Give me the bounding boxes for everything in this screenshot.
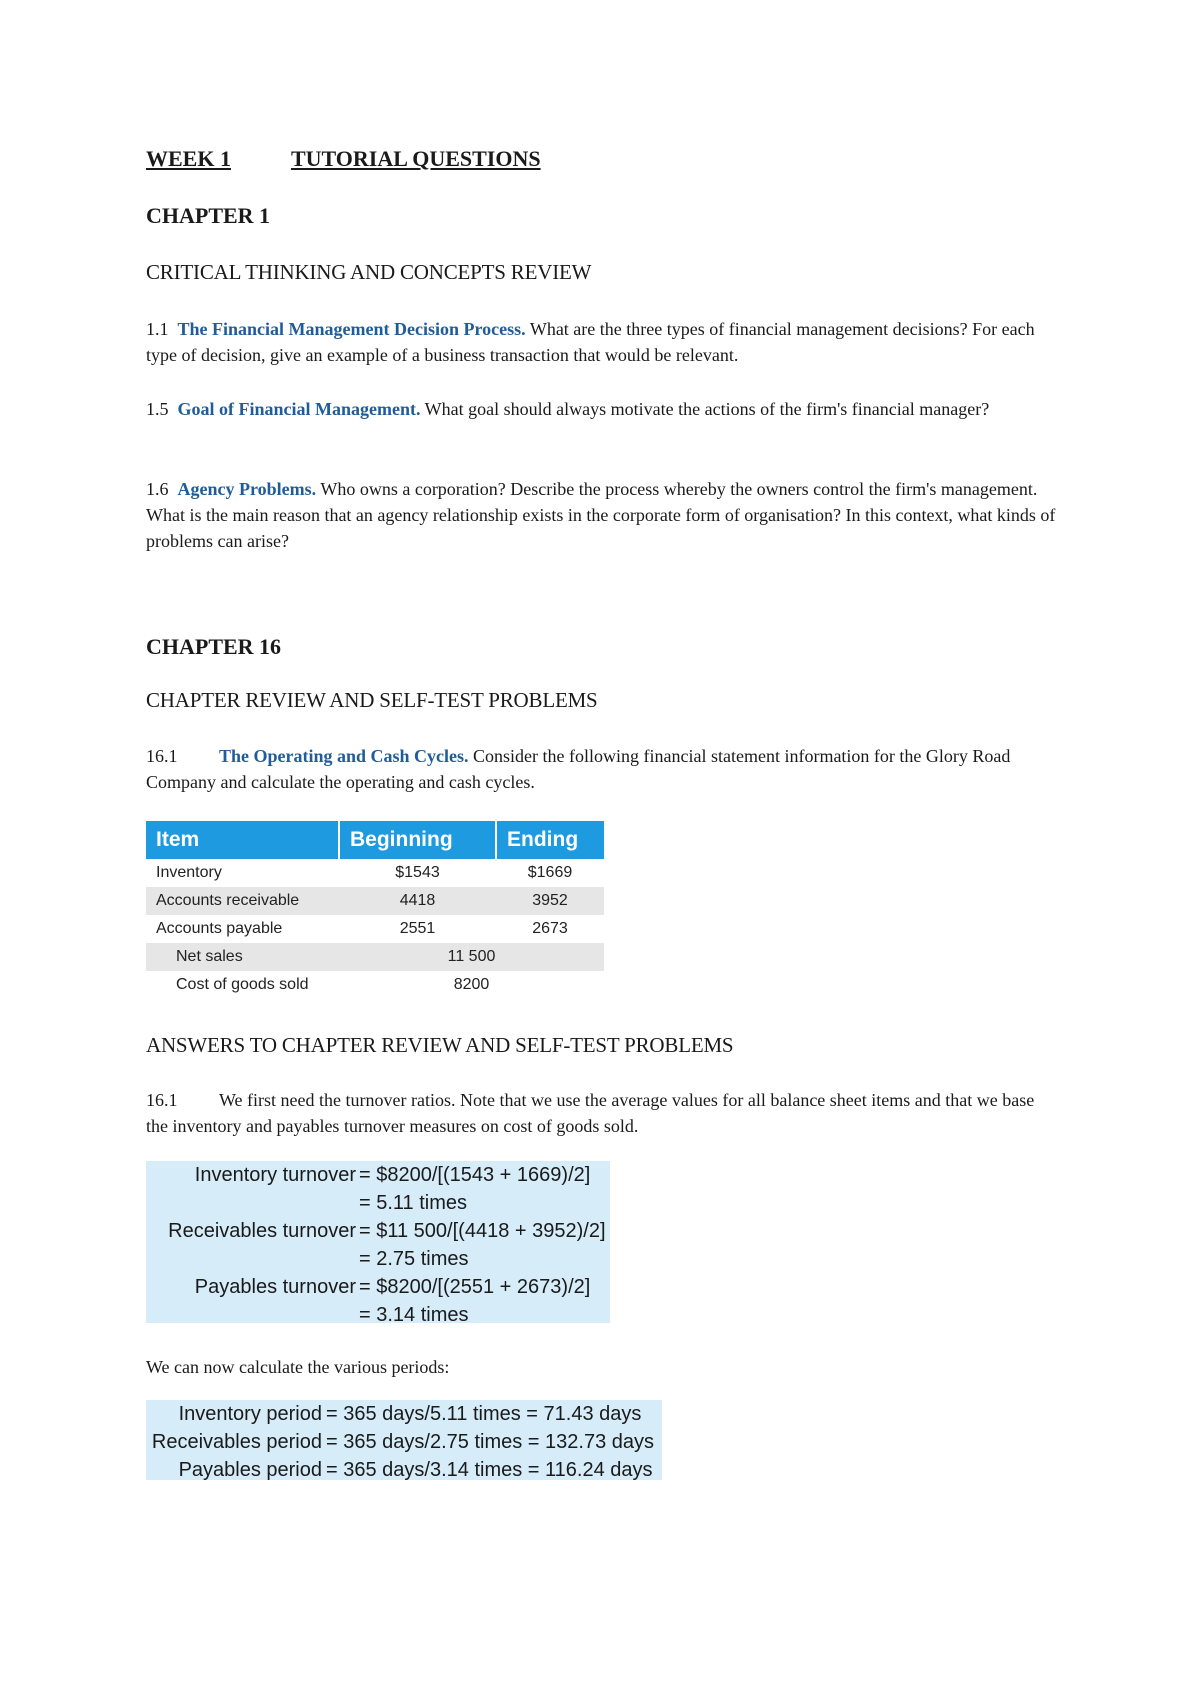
row-beginning: 4418 bbox=[339, 887, 496, 915]
formula-expression: = 365 days/3.14 times = 116.24 days bbox=[326, 1459, 653, 1481]
answers-heading: ANSWERS TO CHAPTER REVIEW AND SELF-TEST PROBLEMS bbox=[146, 1033, 734, 1057]
formula-expression: = $8200/[(2551 + 2673)/2] bbox=[359, 1276, 591, 1298]
question-text: What are the three types of financial management decisions? For each type of decision, give an example of a business transaction that would be relevant. bbox=[146, 319, 1035, 365]
column-header-beginning: Beginning bbox=[339, 821, 496, 859]
question-number: 1.1 bbox=[146, 319, 169, 339]
chapter-16-heading: CHAPTER 16 bbox=[146, 634, 282, 659]
chapter-1-section-heading: CRITICAL THINKING AND CONCEPTS REVIEW bbox=[146, 260, 592, 284]
formula-label: Payables turnover bbox=[194, 1276, 356, 1298]
question-text: Who owns a corporation? Describe the process whereby the owners control the firm's management. What is the main reason that an agency relationship exists in the corporate form of organisation? In this context, what kinds of problems can arise? bbox=[146, 479, 1056, 551]
row-beginning: $1543 bbox=[395, 864, 440, 881]
row-item: Inventory bbox=[156, 864, 222, 881]
formula-label: Payables period bbox=[178, 1459, 322, 1481]
formula-expression: = 2.75 times bbox=[359, 1248, 469, 1270]
tutorial-title: TUTORIAL QUESTIONS bbox=[290, 146, 541, 171]
turnover-formulas-box bbox=[146, 1161, 610, 1326]
question-text: What goal should always motivate the actions of the firm's financial manager? bbox=[424, 399, 990, 419]
question-1-5 bbox=[146, 396, 1056, 422]
formula-label: Inventory turnover bbox=[194, 1164, 356, 1186]
table-row bbox=[146, 915, 604, 943]
formula-expression: = $8200/[(1543 + 1669)/2] bbox=[359, 1164, 591, 1186]
formula-label: Receivables period bbox=[151, 1431, 322, 1453]
formula-row bbox=[146, 1217, 610, 1245]
formula-label: Receivables turnover bbox=[168, 1220, 356, 1242]
question-title: Goal of Financial Management. bbox=[177, 399, 421, 419]
table-header-row bbox=[146, 821, 604, 859]
question-title: The Operating and Cash Cycles. bbox=[219, 746, 469, 766]
table-summary-row bbox=[146, 943, 604, 971]
table-summary-row bbox=[146, 971, 604, 999]
row-ending: 3952 bbox=[496, 887, 604, 915]
formula-expression: = 3.14 times bbox=[359, 1304, 469, 1326]
row-ending: 2673 bbox=[532, 920, 568, 937]
summary-value: 11 500 bbox=[339, 943, 604, 971]
row-beginning: 2551 bbox=[399, 920, 436, 937]
question-title: The Financial Management Decision Process. bbox=[177, 319, 526, 339]
period-formulas-box bbox=[146, 1400, 662, 1480]
answer-16-1 bbox=[146, 1087, 1056, 1139]
question-1-6 bbox=[146, 476, 1056, 554]
formula-expression: = 5.11 times bbox=[359, 1192, 468, 1214]
question-1-1 bbox=[146, 316, 1056, 368]
summary-value: 8200 bbox=[453, 976, 490, 993]
document-title bbox=[146, 146, 541, 172]
question-text: Consider the following financial statement information for the Glory Road Company and calculate the operating and cash cycles. bbox=[146, 746, 1011, 792]
answer-number: 16.1 bbox=[146, 1090, 178, 1110]
periods-intro: We can now calculate the various periods: bbox=[146, 1357, 450, 1377]
formula-expression: = $11 500/[(4418 + 3952)/2] bbox=[359, 1220, 606, 1242]
formula-row bbox=[146, 1400, 662, 1428]
formula-row bbox=[146, 1245, 610, 1273]
formula-row bbox=[146, 1301, 610, 1329]
formula-label: Inventory period bbox=[178, 1403, 322, 1425]
formula-expression: = 365 days/2.75 times = 132.73 days bbox=[326, 1431, 654, 1453]
question-number: 16.1 bbox=[146, 746, 178, 766]
column-header-ending: Ending bbox=[496, 821, 604, 859]
formula-row bbox=[146, 1428, 662, 1456]
formula-row bbox=[146, 1161, 610, 1189]
formula-row bbox=[146, 1273, 610, 1301]
question-16-1 bbox=[146, 743, 1056, 795]
table-row bbox=[146, 859, 604, 887]
row-item: Accounts payable bbox=[156, 920, 283, 937]
formula-row bbox=[146, 1456, 662, 1484]
chapter-16-section-heading: CHAPTER REVIEW AND SELF-TEST PROBLEMS bbox=[146, 688, 598, 712]
question-number: 1.5 bbox=[146, 399, 169, 419]
row-item: Accounts receivable bbox=[146, 887, 339, 915]
question-number: 1.6 bbox=[146, 479, 169, 499]
summary-item: Cost of goods sold bbox=[176, 976, 309, 993]
answer-text: We first need the turnover ratios. Note that we use the average values for all balance sheet items and that we base the inventory and payables turnover measures on cost of goods sold. bbox=[146, 1090, 1035, 1136]
formula-row bbox=[146, 1189, 610, 1217]
financial-statement-table bbox=[146, 821, 604, 999]
column-header-item: Item bbox=[146, 821, 339, 859]
table-row bbox=[146, 887, 604, 915]
formula-expression: = 365 days/5.11 times = 71.43 days bbox=[326, 1403, 642, 1425]
question-title: Agency Problems. bbox=[177, 479, 317, 499]
chapter-1-heading: CHAPTER 1 bbox=[146, 203, 271, 228]
week-label: WEEK 1 bbox=[146, 146, 231, 171]
summary-item: Net sales bbox=[146, 943, 339, 971]
row-ending: $1669 bbox=[527, 864, 573, 881]
